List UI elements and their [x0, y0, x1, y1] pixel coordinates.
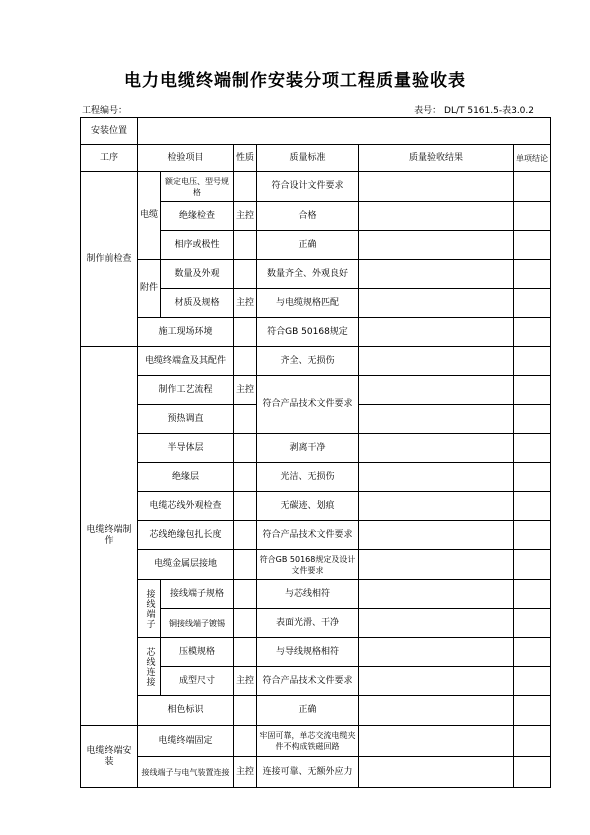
header-standard: 质量标准: [257, 145, 359, 172]
nature-cell: [234, 405, 257, 434]
header-process: 工序: [81, 145, 138, 172]
item-label: 数量及外观: [161, 260, 234, 289]
process-install: 电缆终端安装: [81, 726, 138, 788]
standard-cell: 无碳迹、划痕: [257, 492, 359, 521]
standard-cell: 合格: [257, 202, 359, 231]
standard-cell: 数量齐全、外观良好: [257, 260, 359, 289]
standard-cell: 与导线规格相符: [257, 638, 359, 667]
result-cell[interactable]: [359, 347, 514, 376]
item-label: 预热调直: [138, 405, 234, 434]
result-cell[interactable]: [359, 463, 514, 492]
nature-cell: [234, 550, 257, 580]
item-label: 电缆终端固定: [138, 726, 234, 757]
conclusion-cell[interactable]: [514, 492, 551, 521]
result-cell[interactable]: [359, 638, 514, 667]
result-cell[interactable]: [359, 289, 514, 318]
result-cell[interactable]: [359, 318, 514, 347]
nature-cell: [234, 260, 257, 289]
item-label: 施工现场环境: [138, 318, 234, 347]
conclusion-cell[interactable]: [514, 757, 551, 788]
nature-cell: [234, 347, 257, 376]
standard-cell: 连接可靠、无额外应力: [257, 757, 359, 788]
standard-cell: 牢固可靠，单芯交流电缆夹件不构成铁磁回路: [257, 726, 359, 757]
conclusion-cell[interactable]: [514, 376, 551, 405]
conclusion-cell[interactable]: [514, 667, 551, 696]
conclusion-cell[interactable]: [514, 434, 551, 463]
nature-cell: [234, 521, 257, 550]
item-label: 电缆芯线外观检查: [138, 492, 234, 521]
standard-cell: 正确: [257, 696, 359, 726]
result-cell[interactable]: [359, 580, 514, 609]
result-cell[interactable]: [359, 550, 514, 580]
standard-cell: 光洁、无损伤: [257, 463, 359, 492]
header-row: [81, 145, 551, 172]
conclusion-cell[interactable]: [514, 550, 551, 580]
header-nature: 性质: [234, 145, 257, 172]
conclusion-cell[interactable]: [514, 318, 551, 347]
result-cell[interactable]: [359, 667, 514, 696]
item-label: 相序或极性: [161, 231, 234, 260]
table-row: [81, 172, 551, 202]
conclusion-cell[interactable]: [514, 231, 551, 260]
standard-cell: 齐全、无损伤: [257, 347, 359, 376]
nature-cell: [234, 172, 257, 202]
install-location-label: 安装位置: [81, 118, 138, 145]
table-row: [81, 492, 551, 521]
standard-cell: 正确: [257, 231, 359, 260]
result-cell[interactable]: [359, 696, 514, 726]
standard-cell: 与芯线相符: [257, 580, 359, 609]
item-label: 接线端子与电气装置连接: [138, 757, 234, 788]
item-label: 电缆终端盒及其配件: [138, 347, 234, 376]
group-cable: 电缆: [138, 172, 161, 260]
table-row: [81, 376, 551, 405]
nature-cell: [234, 638, 257, 667]
item-label: 制作工艺流程: [138, 376, 234, 405]
standard-cell: 符合产品技术文件要求: [257, 376, 359, 434]
standard-cell: 表面光滑、干净: [257, 609, 359, 638]
standard-cell: 符合产品技术文件要求: [257, 521, 359, 550]
item-label: 电缆金属层接地: [138, 550, 234, 580]
process-make: 电缆终端制作: [81, 347, 138, 726]
nature-cell: [234, 580, 257, 609]
item-label: 材质及规格: [161, 289, 234, 318]
standard-cell: 符合GB 50168规定: [257, 318, 359, 347]
group-accessory: 附件: [138, 260, 161, 318]
process-pre-check: 制作前检查: [81, 172, 138, 347]
table-row: [81, 550, 551, 580]
nature-cell: 主控: [234, 757, 257, 788]
nature-cell: [234, 318, 257, 347]
result-cell[interactable]: [359, 521, 514, 550]
table-row: [81, 434, 551, 463]
nature-cell: [234, 696, 257, 726]
nature-cell: [234, 492, 257, 521]
conclusion-cell[interactable]: [514, 580, 551, 609]
conclusion-cell[interactable]: [514, 696, 551, 726]
inspection-table: [80, 117, 551, 788]
result-cell[interactable]: [359, 376, 514, 405]
header-result: 质量验收结果: [359, 145, 514, 172]
result-cell[interactable]: [359, 609, 514, 638]
conclusion-cell[interactable]: [514, 289, 551, 318]
item-label: 绝缘检查: [161, 202, 234, 231]
group-terminal: 接线端子: [138, 580, 161, 638]
conclusion-cell[interactable]: [514, 638, 551, 667]
table-row: [81, 580, 551, 609]
form-title: 电力电缆终端制作安装分项工程质量验收表: [124, 71, 466, 91]
standard-cell: 剥离干净: [257, 434, 359, 463]
conclusion-cell[interactable]: [514, 521, 551, 550]
nature-cell: 主控: [234, 202, 257, 231]
conclusion-cell[interactable]: [514, 260, 551, 289]
group-core-connect: 芯线连接: [138, 638, 161, 696]
item-label: 压模规格: [161, 638, 234, 667]
item-label: 半导体层: [138, 434, 234, 463]
table-row: [81, 638, 551, 667]
conclusion-cell[interactable]: [514, 202, 551, 231]
table-row: [81, 347, 551, 376]
item-label: 芯线绝缘包扎长度: [138, 521, 234, 550]
result-cell[interactable]: [359, 260, 514, 289]
item-label: 铜接线端子镀锡: [161, 609, 234, 638]
table-row: [81, 726, 551, 757]
nature-cell: [234, 609, 257, 638]
item-label: 接线端子规格: [161, 580, 234, 609]
result-cell[interactable]: [359, 202, 514, 231]
result-cell[interactable]: [359, 492, 514, 521]
header-item: 检验项目: [138, 145, 234, 172]
table-row: [81, 757, 551, 788]
conclusion-cell[interactable]: [514, 347, 551, 376]
conclusion-cell[interactable]: [514, 726, 551, 757]
install-location-value[interactable]: [138, 118, 551, 145]
conclusion-cell[interactable]: [514, 405, 551, 434]
standard-cell: 与电缆规格匹配: [257, 289, 359, 318]
header-conclusion: 单项结论: [514, 145, 551, 172]
standard-cell: 符合设计文件要求: [257, 172, 359, 202]
form-number: 表号： DL/T 5161.5-表3.0.2: [414, 106, 534, 116]
nature-cell: [234, 231, 257, 260]
conclusion-cell[interactable]: [514, 609, 551, 638]
result-cell[interactable]: [359, 434, 514, 463]
nature-cell: 主控: [234, 289, 257, 318]
item-label: 成型尺寸: [161, 667, 234, 696]
conclusion-cell[interactable]: [514, 172, 551, 202]
table-row: [81, 521, 551, 550]
result-cell[interactable]: [359, 405, 514, 434]
result-cell[interactable]: [359, 726, 514, 757]
project-no-label: 工程编号：: [82, 106, 128, 116]
nature-cell: [234, 726, 257, 757]
result-cell[interactable]: [359, 172, 514, 202]
table-row: [81, 696, 551, 726]
standard-cell: 符合产品技术文件要求: [257, 667, 359, 696]
result-cell[interactable]: [359, 231, 514, 260]
item-label: 绝缘层: [138, 463, 234, 492]
item-label: 相色标识: [138, 696, 234, 726]
nature-cell: 主控: [234, 376, 257, 405]
standard-cell: 符合GB 50168规定及设计文件要求: [257, 550, 359, 580]
conclusion-cell[interactable]: [514, 463, 551, 492]
result-cell[interactable]: [359, 757, 514, 788]
nature-cell: [234, 463, 257, 492]
nature-cell: 主控: [234, 667, 257, 696]
table-row: [81, 260, 551, 289]
table-row: [81, 318, 551, 347]
install-location-row: [81, 118, 551, 145]
item-label: 额定电压、型号规格: [161, 172, 234, 202]
table-row: [81, 463, 551, 492]
nature-cell: [234, 434, 257, 463]
